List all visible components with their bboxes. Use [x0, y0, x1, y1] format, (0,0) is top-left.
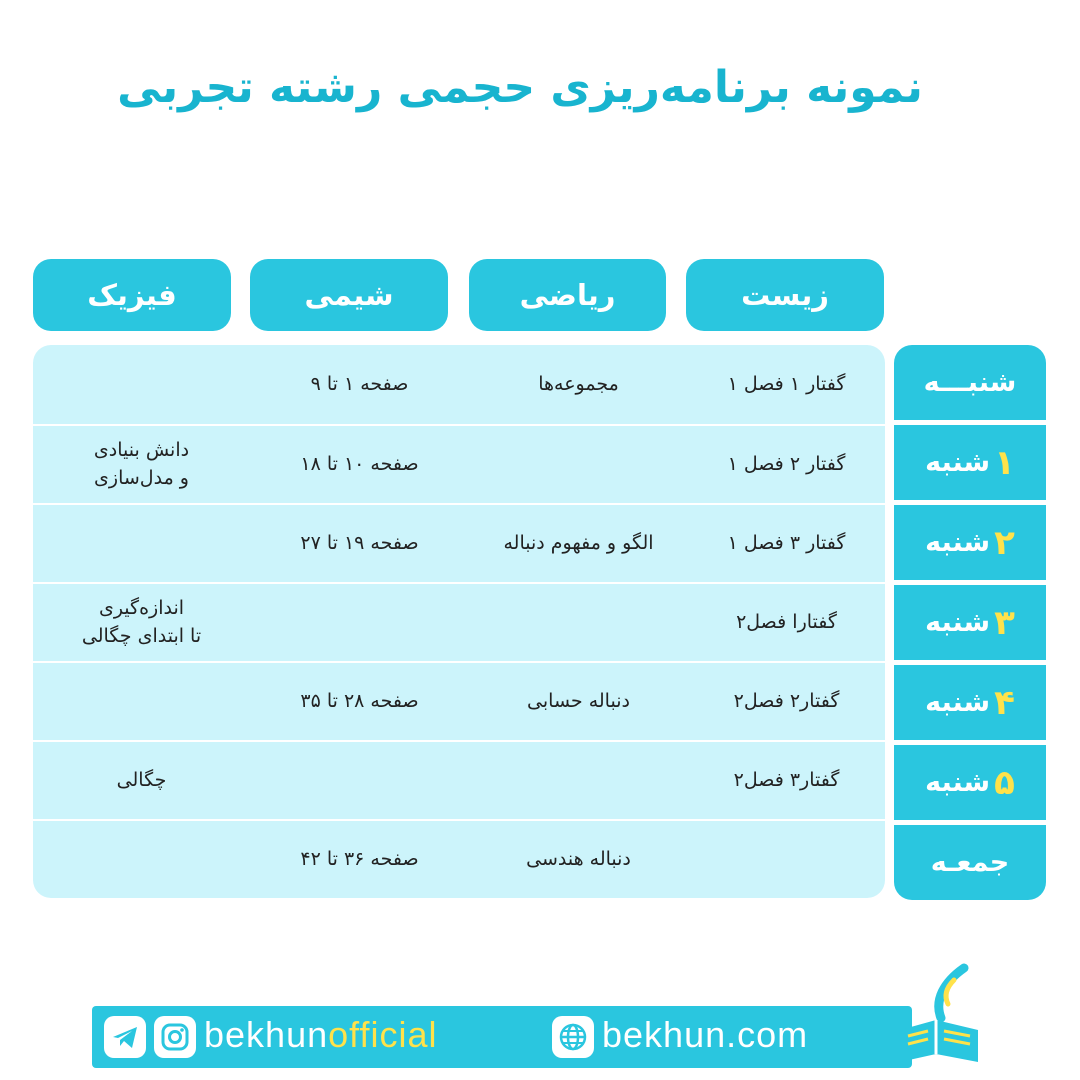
- cell-biology: گفتار۳ فصل۲: [733, 768, 840, 791]
- page-title: نمونه برنامه‌ریزی حجمی رشته تجربی: [117, 62, 923, 113]
- cell-math: دنباله هندسی: [526, 847, 631, 870]
- cell-biology: گفتار۲ فصل۲: [733, 689, 840, 712]
- cell-biology: گفتار ۲ فصل ۱: [727, 452, 846, 475]
- header-math: ریاضی: [469, 259, 666, 331]
- header-biology: زیست: [686, 259, 884, 331]
- telegram-icon[interactable]: [104, 1016, 146, 1058]
- cell-math: دنباله حسابی: [527, 689, 630, 712]
- cell-physics: [33, 505, 250, 582]
- day-label: شنبه: [925, 767, 991, 798]
- table-row: [33, 424, 885, 503]
- cell-biology: [688, 821, 885, 898]
- day-tuesday: [894, 585, 1046, 660]
- day-label: شنبه: [925, 687, 991, 718]
- cell-math: الگو و مفهوم دنباله: [503, 531, 654, 554]
- day-label: شنبه: [925, 527, 991, 558]
- day-number: ۴: [994, 682, 1015, 723]
- table-row: [33, 345, 885, 424]
- footer-bar: [92, 1006, 912, 1068]
- cell-physics: اندازه‌گیری تا ابتدای چگالی: [81, 596, 202, 647]
- cell-chemistry: صفحه ۲۸ تا ۳۵: [300, 689, 419, 712]
- cell-biology: گفتار ۱ فصل ۱: [727, 372, 846, 395]
- cell-physics: [33, 821, 250, 898]
- day-label: شنبه: [925, 607, 991, 638]
- header-physics: فیزیک: [33, 259, 231, 331]
- table-row: [33, 582, 885, 661]
- day-sunday: [894, 425, 1046, 500]
- cell-math: [469, 426, 688, 503]
- cell-biology: گفتار ۳ فصل ۱: [727, 531, 846, 554]
- table-row: [33, 503, 885, 582]
- day-label: شنبـــه: [923, 367, 1017, 398]
- cell-chemistry: صفحه ۱۰ تا ۱۸: [300, 452, 419, 475]
- cell-math: [469, 584, 688, 661]
- cell-chemistry: صفحه ۱ تا ۹: [310, 372, 409, 395]
- cell-chemistry: صفحه ۱۹ تا ۲۷: [300, 531, 419, 554]
- day-label: جمعـه: [930, 847, 1010, 878]
- day-number: ۱: [994, 442, 1015, 483]
- day-number: ۳: [994, 602, 1015, 643]
- brand-logo: [886, 960, 996, 1070]
- day-number: ۵: [994, 762, 1015, 803]
- day-monday: [894, 505, 1046, 580]
- day-number: ۲: [994, 522, 1015, 563]
- cell-biology: گفتارا فصل۲: [736, 610, 837, 633]
- day-friday: [894, 825, 1046, 900]
- day-label: شنبه: [925, 447, 991, 478]
- cell-physics: [33, 345, 250, 424]
- cell-physics: دانش بنیادی و مدل‌سازی: [93, 438, 190, 489]
- cell-chemistry: صفحه ۳۶ تا ۴۲: [300, 847, 419, 870]
- schedule-table: [33, 345, 885, 898]
- table-row: [33, 740, 885, 819]
- header-chemistry: شیمی: [250, 259, 448, 331]
- day-thursday: [894, 745, 1046, 820]
- day-saturday: [894, 345, 1046, 420]
- cell-math: [469, 742, 688, 819]
- globe-icon[interactable]: [552, 1016, 594, 1058]
- table-row: [33, 819, 885, 898]
- website-link[interactable]: bekhun.com: [602, 1014, 809, 1055]
- social-handle-prefix: bekhun: [204, 1014, 329, 1055]
- cell-physics: [33, 663, 250, 740]
- cell-chemistry: [250, 742, 469, 819]
- instagram-icon[interactable]: [154, 1016, 196, 1058]
- social-handle[interactable]: [204, 1014, 438, 1056]
- social-handle-highlight: official: [328, 1014, 438, 1055]
- day-wednesday: [894, 665, 1046, 740]
- cell-physics: چگالی: [116, 768, 167, 791]
- table-row: [33, 661, 885, 740]
- cell-math: مجموعه‌ها: [538, 372, 619, 395]
- cell-chemistry: [250, 584, 469, 661]
